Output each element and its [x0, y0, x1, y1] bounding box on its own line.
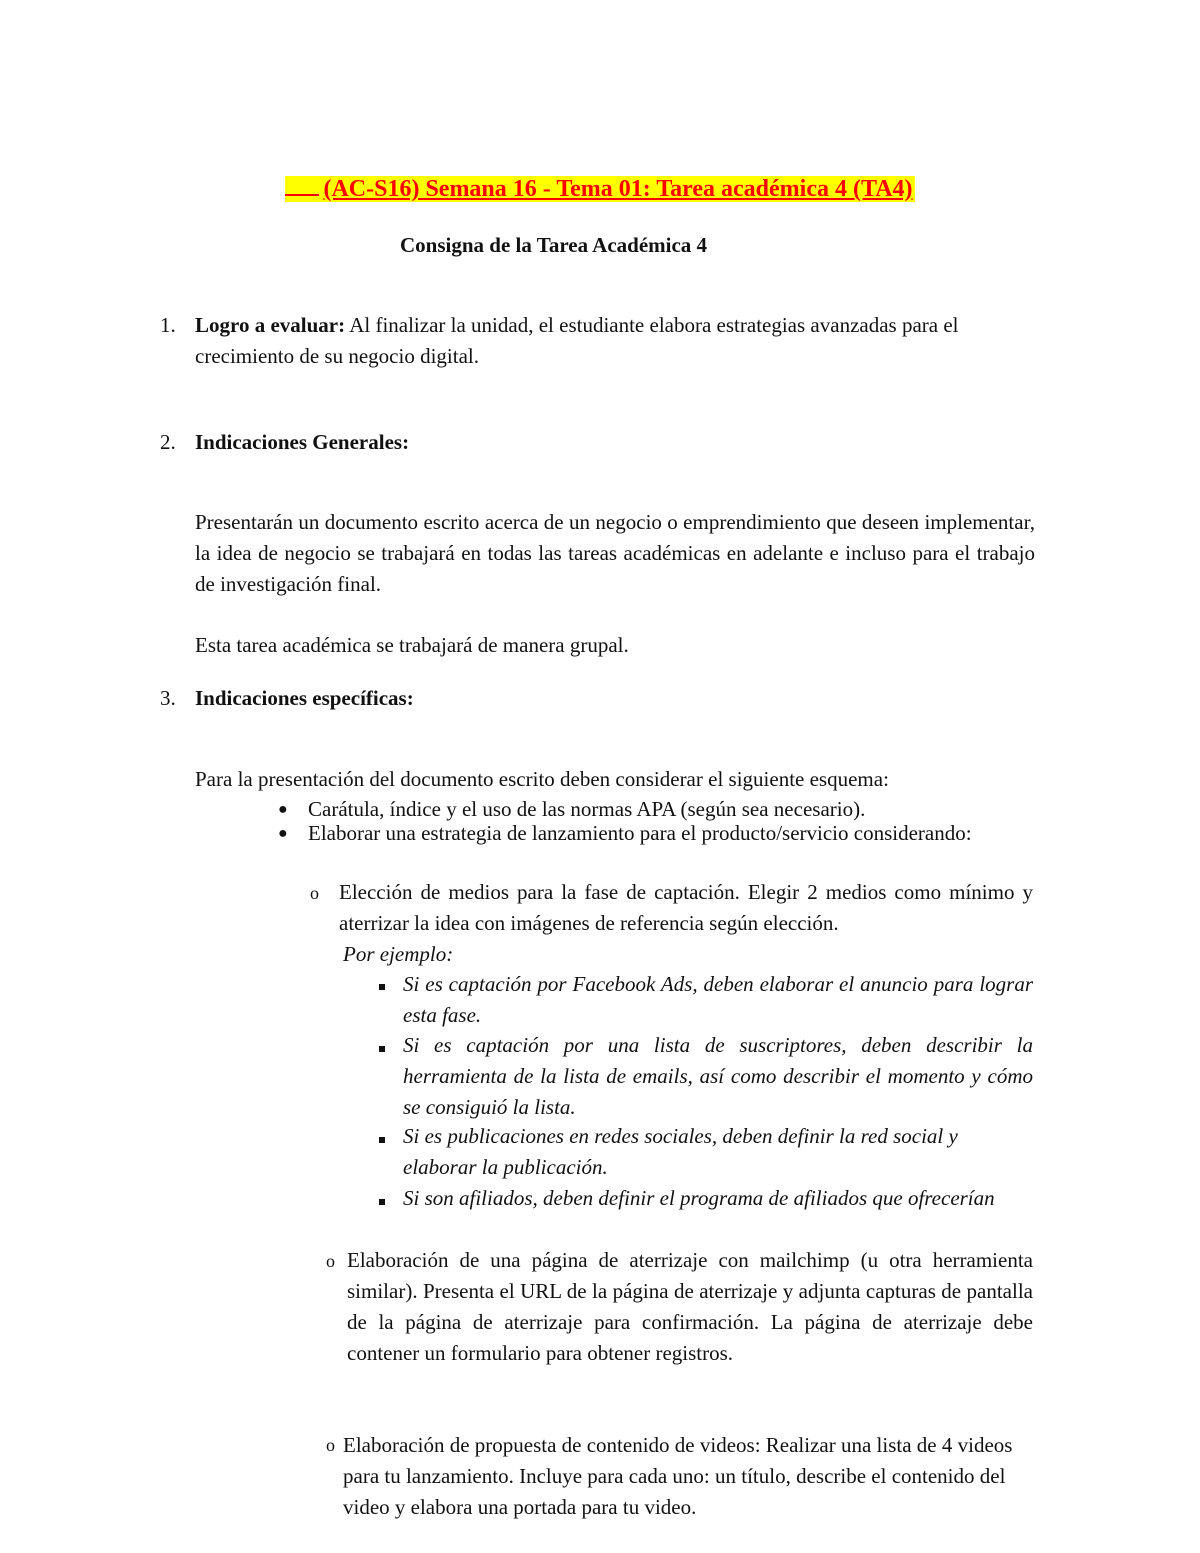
sub-1-example-label: Por ejemplo:	[343, 942, 454, 966]
section-2-paragraph-2: Esta tarea académica se trabajará de manera grupal.	[195, 633, 629, 657]
document-title	[0, 170, 1200, 206]
section-2-label: Indicaciones Generales:	[195, 430, 410, 454]
sub-2-text: Elaboración de una página de aterrizaje con mailchimp (u otra herramienta similar). Presenta el URL de la página de aterrizaje y adjunta capturas de pantalla de la página de aterrizaje para confirmación. La página de aterrizaje debe contener un formulario para obtener registros.	[347, 1248, 1033, 1365]
section-2-paragraph-1: Presentarán un documento escrito acerca de un negocio o emprendimiento que deseen implementar, la idea de negocio se trabajará en todas las tareas académicas en adelante e incluso para el trabajo de investigación final.	[195, 510, 1035, 596]
document-subtitle: Consigna de la Tarea Académica 4	[400, 233, 708, 257]
section-1-paragraph	[195, 310, 1035, 372]
square-bullet-icon	[379, 1031, 385, 1062]
square-bullet-icon	[379, 1184, 385, 1215]
section-1-text: Al finalizar la unidad, el estudiante elabora estrategias avanzadas para el crecimiento de su negocio digital.	[195, 313, 959, 368]
sub-bullet-o-icon: o	[326, 1251, 335, 1271]
sub-1-item-4: Si son afiliados, deben definir el programa de afiliados que ofrecerían	[403, 1186, 995, 1210]
section-3-number: 3.	[160, 686, 176, 710]
section-1-label: Logro a evaluar:	[195, 313, 346, 337]
square-bullet-icon	[379, 969, 385, 1000]
sub-1-item-2: Si es captación por una lista de suscriptores, deben describir la herramienta de la lista de emails, así como describir el momento y cómo se consiguió la lista.	[403, 1033, 1033, 1119]
title-highlight	[285, 176, 914, 202]
section-3-intro: Para la presentación del documento escrito deben considerar el siguiente esquema:	[195, 767, 889, 791]
section-1-number: 1.	[160, 313, 176, 337]
bullet-2-text: Elaborar una estrategia de lanzamiento para el producto/servicio considerando:	[308, 821, 972, 845]
bullet-dot-icon: ●	[278, 801, 288, 818]
sub-1-text: Elección de medios para la fase de captación. Elegir 2 medios como mínimo y aterrizar la idea con imágenes de referencia según elección.	[339, 880, 1033, 935]
sub-bullet-o-icon: o	[310, 883, 319, 903]
square-bullet-icon	[379, 1122, 385, 1153]
sub-bullet-o-icon: o	[326, 1435, 335, 1455]
title-text: (AC-S16) Semana 16 - Tema 01: Tarea académica 4 (TA4)	[323, 176, 913, 202]
title-underline-lead	[285, 170, 319, 196]
sub-3-text: Elaboración de propuesta de contenido de videos: Realizar una lista de 4 videos para tu lanzamiento. Incluye para cada uno: un título, describe el contenido del video y elabora una portada para tu video.	[343, 1433, 1013, 1519]
sub-1-item-1: Si es captación por Facebook Ads, deben elaborar el anuncio para lograr esta fase.	[403, 972, 1033, 1027]
section-2-number: 2.	[160, 430, 176, 454]
bullet-1-text: Carátula, índice y el uso de las normas APA (según sea necesario).	[308, 797, 866, 821]
sub-1-item-3: Si es publicaciones en redes sociales, deben definir la red social y elaborar la publicación.	[403, 1124, 958, 1179]
section-3-label: Indicaciones específicas:	[195, 686, 414, 710]
bullet-dot-icon: ●	[278, 825, 288, 842]
